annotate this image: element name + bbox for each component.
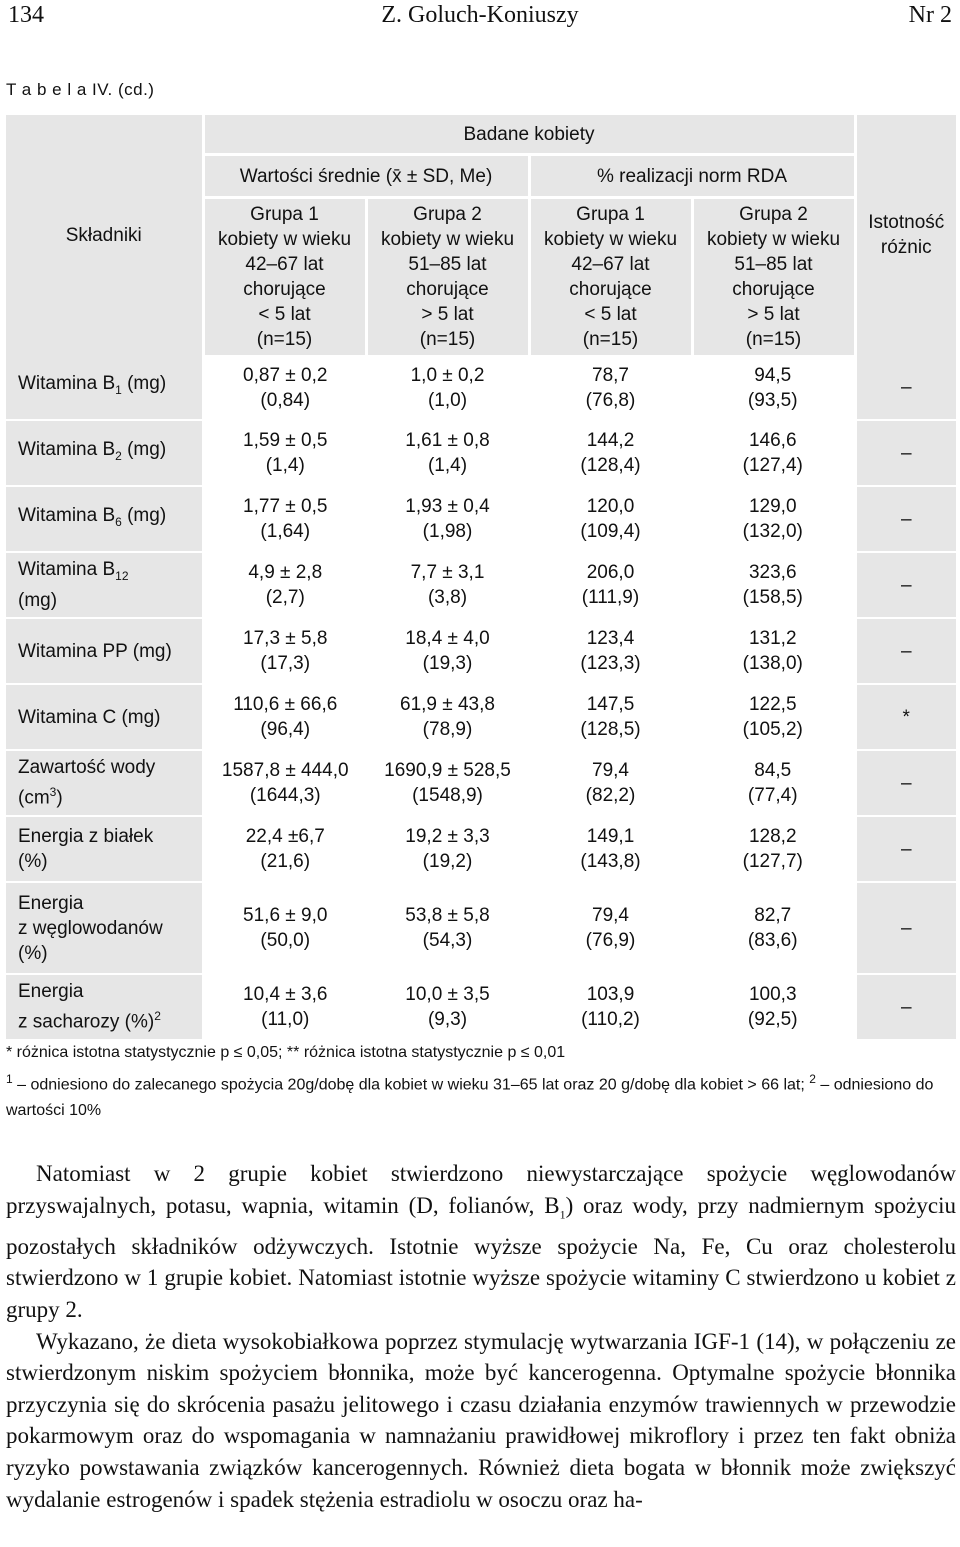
header-realizacja: % realizacji norm RDA [529,155,855,198]
row-label [6,684,203,750]
header-skladniki: Składniki [6,115,203,355]
value-cell [203,684,366,750]
table-row [6,750,956,816]
mean-value: 79,4 [592,760,629,781]
mean-value: 128,2 [748,826,797,847]
mean-value: 1587,8 ± 444,0 [221,760,349,781]
mean-value: 120,0 [586,496,635,517]
value-cell [366,420,529,486]
row-label [6,486,203,552]
mean-value: 1,77 ± 0,5 [243,496,328,517]
value-cell [203,974,366,1039]
value-cell [529,882,692,974]
footnote-mark-1: 1 [6,1072,13,1086]
row-label-sup: 3 [49,785,57,800]
median-value: (1548,9) [412,785,483,806]
value-cell [203,618,366,684]
group-desc: kobiety w wieku [543,229,678,250]
table-row [6,974,956,1039]
significance-cell: – [855,355,956,420]
paragraph-1 [6,1158,956,1326]
value-cell [366,816,529,882]
group-desc: kobiety w wieku [706,229,841,250]
median-value: (1,4) [265,455,305,476]
row-label-line3: (%) [18,942,48,964]
row-label-line2-end: ) [56,787,63,809]
mean-value: 206,0 [586,562,635,583]
running-head [0,0,960,36]
row-label-line2: (%) [18,851,48,872]
row-label [6,552,203,618]
table-caption: T a b e l a IV. (cd.) [6,80,155,99]
mean-value: 79,4 [592,905,629,926]
paragraph-1-subscript: 1 [559,1207,566,1222]
group-header-3 [529,198,692,356]
value-cell [366,486,529,552]
median-value: (128,5) [580,719,641,740]
group-n: (n=15) [256,329,313,350]
mean-value: 61,9 ± 43,8 [400,694,495,715]
value-cell [203,420,366,486]
group-header-1 [203,198,366,356]
row-label-text: Witamina B [18,373,116,395]
median-value: (76,8) [585,389,636,411]
header-badane-kobiety: Badane kobiety [203,115,855,155]
row-label-text: Witamina PP (mg) [18,640,172,662]
table-row [6,618,956,684]
median-value: (123,3) [580,653,641,674]
mean-value: 53,8 ± 5,8 [405,905,490,926]
group-status: chorujące [732,279,815,300]
group-n: (n=15) [745,329,802,350]
value-cell [203,486,366,552]
group-name: Grupa 1 [576,204,645,225]
footnote-notes [6,1066,956,1124]
median-value: (138,0) [742,653,803,674]
value-cell [529,552,692,618]
median-value: (19,2) [422,851,473,872]
mean-value: 147,5 [586,694,635,715]
group-status: chorujące [406,279,489,300]
row-label-suffix: (mg) [121,373,167,395]
mean-value: 323,6 [748,562,797,583]
group-age: 51–85 lat [734,254,813,275]
table-row [6,552,956,618]
median-value: (110,2) [581,1008,640,1030]
row-label [6,618,203,684]
group-status: chorujące [569,279,652,300]
median-value: (93,5) [747,389,798,411]
row-label [6,750,203,816]
median-value: (128,4) [580,455,641,476]
mean-value: 1,93 ± 0,4 [405,496,490,517]
issue-number: Nr 2 [908,2,952,28]
median-value: (111,9) [581,587,640,608]
mean-value: 149,1 [586,826,635,847]
header-istotnosc: Istotność różnic [855,115,956,355]
median-value: (83,6) [747,930,798,951]
row-label-sup: 2 [154,1009,161,1024]
significance-cell: – [855,882,956,974]
group-name: Grupa 2 [413,204,482,225]
row-label-text: Witamina B [18,439,116,461]
row-label [6,882,203,974]
row-label [6,974,203,1039]
significance-cell: – [855,486,956,552]
mean-value: 122,5 [748,694,797,715]
page-number: 134 [8,2,44,28]
table-row [6,816,956,882]
median-value: (82,2) [585,785,636,806]
median-value: (92,5) [747,1008,798,1030]
value-cell [529,618,692,684]
mean-value: 131,2 [748,628,797,649]
header-wartosci: Wartości średnie (x̄ ± SD, Me) [203,155,529,198]
value-cell [692,750,855,816]
body-text [6,1158,956,1515]
median-value: (1,98) [422,521,473,542]
row-label-line2: (cm [18,787,50,809]
mean-value: 123,4 [586,628,635,649]
value-cell [529,750,692,816]
median-value: (76,9) [585,930,636,951]
value-cell [692,420,855,486]
row-label-text: Witamina C (mg) [18,706,161,728]
median-value: (96,4) [260,719,311,740]
mean-value: 1,0 ± 0,2 [410,364,485,386]
footnote-significance: * różnica istotna statystycznie p ≤ 0,05; ** różnica istotna statystycznie p ≤ 0,01 [6,1044,566,1061]
median-value: (9,3) [427,1008,468,1030]
value-cell [692,552,855,618]
median-value: (1644,3) [249,785,321,806]
footnote-2-text: – odniesiono do wartości 10% [6,1076,934,1120]
value-cell [692,355,855,420]
row-label-text: Zawartość wody [18,757,156,779]
median-value: (109,4) [580,521,641,542]
row-label-sub: 1 [115,382,122,397]
table-row [6,355,956,420]
significance-cell: * [855,684,956,750]
mean-value: 51,6 ± 9,0 [243,905,328,926]
value-cell [692,882,855,974]
significance-cell: – [855,552,956,618]
row-label-line2: (mg) [18,590,58,612]
mean-value: 17,3 ± 5,8 [243,628,328,649]
mean-value: 7,7 ± 3,1 [410,562,485,583]
row-label [6,420,203,486]
table-row [6,486,956,552]
mean-value: 4,9 ± 2,8 [248,562,323,583]
value-cell [366,684,529,750]
value-cell [529,974,692,1039]
mean-value: 144,2 [586,430,635,451]
row-label-text: Energia [18,892,84,914]
mean-value: 10,4 ± 3,6 [243,983,328,1005]
group-age: 42–67 lat [245,254,324,275]
significance-cell: – [855,974,956,1039]
group-desc: kobiety w wieku [380,229,515,250]
value-cell [366,552,529,618]
mean-value: 10,0 ± 3,5 [405,983,490,1005]
value-cell [366,882,529,974]
group-name: Grupa 1 [250,204,319,225]
mean-value: 82,7 [754,905,792,926]
mean-value: 110,6 ± 66,6 [233,694,338,715]
median-value: (3,8) [427,587,468,608]
row-label-sub: 6 [115,514,122,529]
median-value: (2,7) [265,587,305,608]
group-age: 42–67 lat [571,254,650,275]
median-value: (50,0) [260,930,311,951]
table-row [6,420,956,486]
table-row [6,684,956,750]
row-label-sub: 2 [115,448,122,463]
group-header-4 [692,198,855,356]
row-label-text: Energia [18,981,84,1003]
running-author: Z. Goluch-Koniuszy [381,2,579,28]
mean-value: 22,4 ±6,7 [245,826,325,847]
row-label-suffix: (mg) [121,505,167,527]
row-label [6,816,203,882]
row-label-text: Witamina B [18,505,116,527]
table-row [6,882,956,974]
value-cell [692,974,855,1039]
group-years: < 5 lat [258,304,311,325]
table-footnotes [6,1040,956,1124]
mean-value: 78,7 [592,364,629,386]
median-value: (78,9) [422,719,473,740]
group-years: > 5 lat [747,304,800,325]
value-cell [692,486,855,552]
mean-value: 100,3 [748,983,797,1005]
mean-value: 146,6 [748,430,797,451]
mean-value: 1690,9 ± 528,5 [384,760,511,781]
median-value: (158,5) [742,587,803,608]
median-value: (143,8) [580,851,641,872]
mean-value: 84,5 [754,760,792,781]
value-cell [366,618,529,684]
value-cell [692,618,855,684]
row-label [6,355,203,420]
median-value: (54,3) [422,930,473,951]
value-cell [692,816,855,882]
group-header-2 [366,198,529,356]
median-value: (1,0) [427,389,468,411]
value-cell [529,355,692,420]
group-status: chorujące [243,279,326,300]
median-value: (127,7) [742,851,803,872]
median-value: (0,84) [260,389,311,411]
row-label-text: Energia z białek [18,826,154,847]
group-name: Grupa 2 [739,204,808,225]
mean-value: 103,9 [586,983,635,1005]
value-cell [203,882,366,974]
row-label-text: Witamina B [18,558,116,580]
significance-cell: – [855,420,956,486]
row-label-line2: z węglowodanów [18,917,163,939]
nutrient-table [6,115,956,1039]
median-value: (1,64) [260,521,311,542]
median-value: (127,4) [742,455,803,476]
mean-value: 0,87 ± 0,2 [243,364,328,386]
mean-value: 129,0 [748,496,797,517]
median-value: (11,0) [261,1008,310,1030]
median-value: (77,4) [747,785,798,806]
group-desc: kobiety w wieku [217,229,352,250]
footnote-1-text: – odniesiono do zalecanego spożycia 20g/dobę dla kobiet w wieku 31–65 lat oraz 20 g/dobę dla kobiet > 66 lat; [12,1076,810,1094]
group-n: (n=15) [419,329,476,350]
value-cell [692,684,855,750]
mean-value: 94,5 [754,364,792,386]
value-cell [529,816,692,882]
group-years: < 5 lat [584,304,637,325]
value-cell [366,355,529,420]
median-value: (19,3) [422,653,473,674]
value-cell [366,974,529,1039]
footnote-mark-2: 2 [809,1072,816,1086]
mean-value: 1,59 ± 0,5 [243,430,328,451]
median-value: (21,6) [260,851,311,872]
paragraph-1-part-a: Natomiast w 2 grupie kobiet stwierdzono niewystarczające spożycie węglowodanów przyswajalnych, potasu, wapnia, witamin (D, folianów, B [6,1161,956,1218]
value-cell [203,552,366,618]
value-cell [203,816,366,882]
value-cell [203,750,366,816]
median-value: (105,2) [742,719,803,740]
value-cell [529,486,692,552]
value-cell [203,355,366,420]
row-label-line2: z sacharozy (%) [18,1011,155,1033]
paragraph-1-part-b: ) oraz wody, przy nadmiernym spożyciu pozostałych składników odżywczych. Istotnie wyższe spożycie Na, Fe, Cu oraz cholesterolu stwierdzono w 1 grupie kobiet. Natomiast istotnie wyższe spożycie witaminy C stwierdzono u kobiet z grupy 2. [6,1192,956,1322]
mean-value: 1,61 ± 0,8 [405,430,490,451]
median-value: (17,3) [260,653,311,674]
group-n: (n=15) [582,329,639,350]
median-value: (1,4) [427,455,468,476]
group-years: > 5 lat [421,304,474,325]
mean-value: 19,2 ± 3,3 [405,826,490,847]
value-cell [529,420,692,486]
significance-cell: – [855,750,956,816]
row-label-suffix: (mg) [121,439,167,461]
significance-cell: – [855,618,956,684]
value-cell [529,684,692,750]
paragraph-2: Wykazano, że dieta wysokobiałkowa poprzez stymulację wytwarzania IGF-1 (14), w połączeniu ze stwierdzonym niskim spożyciem błonnika, może być kancerogenna. Optymalne spożycie błonnika przyczynia się do skrócenia pasażu jelitowego i czasu działania enzymów trawiennych w przewodzie pokarmowym oraz do wspomagania w namnażaniu prawidłowej mikroflory i przez ten fakt obniża ryzyko powstawania związków kancerogennych. Również dieta bogata w błonnik może zwiększyć wydalanie estrogenów i spadek stężenia estradiolu w osoczu oraz ha- [6,1328,956,1512]
row-label-sub: 12 [115,568,129,583]
significance-cell: – [855,816,956,882]
value-cell [366,750,529,816]
group-age: 51–85 lat [408,254,487,275]
median-value: (132,0) [742,521,803,542]
mean-value: 18,4 ± 4,0 [405,628,490,649]
